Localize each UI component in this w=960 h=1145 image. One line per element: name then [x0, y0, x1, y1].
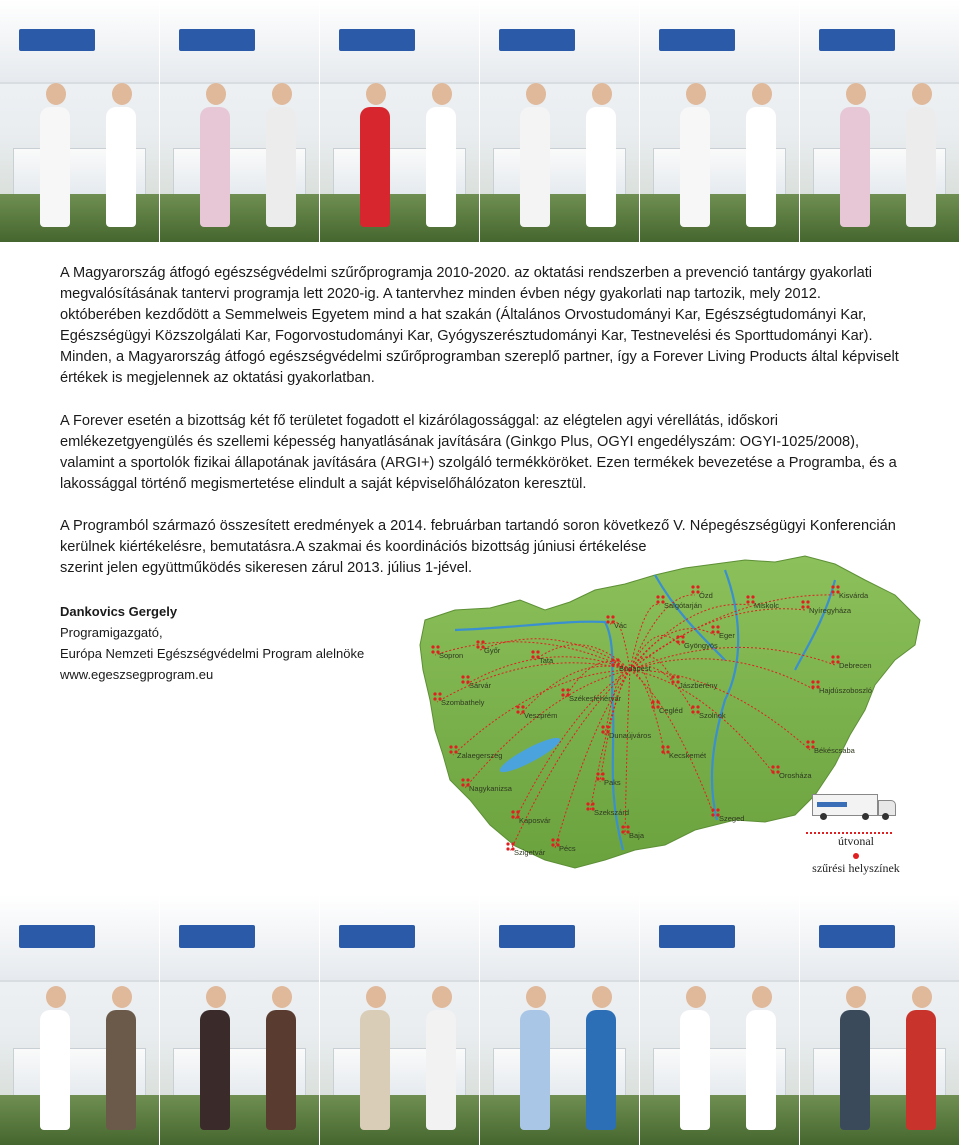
city-label: Székesfehérvár — [569, 694, 622, 703]
person-figure — [591, 986, 613, 1130]
site-dot — [461, 675, 464, 678]
site-dot — [711, 813, 714, 816]
bottom-photo-strip — [0, 895, 960, 1145]
top-photo-strip — [0, 0, 960, 242]
booth-photo — [320, 895, 480, 1145]
site-dot — [676, 675, 679, 678]
city-label: Sárvár — [469, 681, 492, 690]
city-label: Szekszárd — [594, 808, 630, 817]
person-figure — [751, 83, 773, 227]
site-dot — [691, 710, 694, 713]
city-label: Jászberény — [679, 681, 718, 690]
site-dot — [691, 705, 694, 708]
site-dot — [656, 595, 659, 598]
site-dot — [601, 725, 604, 728]
site-dot — [816, 680, 819, 683]
person-figure — [365, 986, 387, 1130]
site-dot — [831, 585, 834, 588]
site-dot — [621, 825, 624, 828]
booth-photo — [800, 0, 960, 242]
site-dot — [771, 765, 774, 768]
paragraph-intro-text: A Magyarország átfogó egészségvédelmi szűrőprogramja 2010-2020. az oktatási rendszerben a prevenció tantárgy gyakorlati megvalósításának tantervi programja lett 2020-ig. A tantervhez minden évben négy gyakorlati nap tartozik, mely 2012. októberében kezdődött a Semmelweis Egyetem mind a hat szakán (Általános Orvostudományi Kar, Egészségtudományi Kar, Egészségügyi Közszolgálati Kar, Fogorvostudományi Kar, Gyógyszerésztudományi Kar, Testnevelési és Sporttudományi Kar). Minden, a Magyarország átfogó egészségvédelmi szűrőprogramban szereplő partner, így a Forever Living Products által képviselt értékek is megjelennek az oktatási gyakorlatban. — [60, 265, 899, 386]
site-dot — [771, 770, 774, 773]
paragraph-results-text-1: A Programból származó összesített eredmények a 2014. februárban tartandó soron következő V. Népegészségügyi Konferencián kerülnek kiértékelésre, bemutatásra.A szakmai és koordinációs bizottság júniusi értékelése — [60, 518, 896, 555]
site-dot — [831, 660, 834, 663]
person-figure — [911, 986, 933, 1130]
site-dot — [811, 740, 814, 743]
site-dot — [806, 740, 809, 743]
paragraph-intro — [60, 263, 900, 389]
site-dot — [586, 807, 589, 810]
city-label: Ózd — [699, 591, 713, 600]
city-label: Miskolc — [754, 601, 780, 610]
site-dot — [651, 705, 654, 708]
city-label: Kisvárda — [839, 591, 869, 600]
site-dot — [711, 625, 714, 628]
site-dot — [831, 590, 834, 593]
site-dot — [606, 725, 609, 728]
signature-block — [60, 601, 364, 685]
site-dot — [449, 750, 452, 753]
city-label: Salgótarján — [664, 601, 702, 610]
site-dot — [676, 640, 679, 643]
city-label: Cegléd — [659, 706, 683, 715]
site-dot — [433, 692, 436, 695]
person-figure — [845, 986, 867, 1130]
signature-name: Dankovics Gergely — [60, 604, 178, 619]
site-dot — [449, 745, 452, 748]
signature-organization: Európa Nemzeti Egészségvédelmi Program alelnöke — [60, 646, 365, 661]
booth-photo — [0, 0, 160, 242]
site-dot — [611, 663, 614, 666]
city-label: Veszprém — [524, 711, 558, 720]
signature-role: Programigazgató, — [60, 625, 163, 640]
city-label: Győr — [484, 646, 501, 655]
legend-site-label: szűrési helyszínek — [812, 861, 900, 875]
paragraph-forever — [60, 411, 900, 495]
truck-icon — [812, 792, 897, 822]
site-dot — [746, 600, 749, 603]
site-dot — [454, 745, 457, 748]
booth-photo — [800, 895, 960, 1145]
person-figure — [751, 986, 773, 1130]
site-dot — [436, 645, 439, 648]
site-dot — [811, 680, 814, 683]
person-figure — [431, 83, 453, 227]
site-dot — [476, 640, 479, 643]
site-dot — [711, 630, 714, 633]
site-dot — [596, 772, 599, 775]
person-figure — [205, 986, 227, 1130]
site-dot — [606, 620, 609, 623]
person-figure — [525, 986, 547, 1130]
site-dot — [596, 777, 599, 780]
site-dot — [806, 745, 809, 748]
site-dot — [511, 815, 514, 818]
site-dot — [466, 675, 469, 678]
site-dot — [521, 705, 524, 708]
site-dot — [696, 585, 699, 588]
city-label: Baja — [629, 831, 645, 840]
person-figure — [685, 986, 707, 1130]
person-figure — [525, 83, 547, 227]
city-label: Hajdúszoboszló — [819, 686, 872, 695]
city-label: Szombathely — [441, 698, 485, 707]
person-figure — [365, 83, 387, 227]
site-dot — [601, 730, 604, 733]
site-dot — [716, 808, 719, 811]
site-dot — [536, 650, 539, 653]
site-dot — [516, 705, 519, 708]
site-dot — [511, 842, 514, 845]
site-dot — [516, 810, 519, 813]
city-label: Szeged — [719, 814, 745, 823]
site-dot — [461, 680, 464, 683]
site-dot — [676, 635, 679, 638]
site-dot — [666, 745, 669, 748]
site-dot — [431, 645, 434, 648]
site-dot — [691, 585, 694, 588]
site-dot — [611, 615, 614, 618]
site-dot — [711, 808, 714, 811]
city-label: Vác — [614, 621, 627, 630]
booth-photo — [320, 0, 480, 242]
site-dot — [836, 655, 839, 658]
site-dot — [811, 685, 814, 688]
site-dot — [626, 825, 629, 828]
site-dot — [691, 590, 694, 593]
site-dot — [561, 688, 564, 691]
site-dot — [616, 658, 619, 661]
site-dot — [696, 705, 699, 708]
booth-photo — [640, 895, 800, 1145]
site-dot — [606, 615, 609, 618]
city-label: Pécs — [559, 844, 576, 853]
city-label: Eger — [719, 631, 735, 640]
site-dot — [551, 838, 554, 841]
site-dot — [566, 688, 569, 691]
site-dot — [611, 658, 614, 661]
site-dot — [751, 595, 754, 598]
site-dot — [461, 778, 464, 781]
site-dot — [656, 700, 659, 703]
site-dot — [506, 842, 509, 845]
site-dot — [516, 710, 519, 713]
person-figure — [911, 83, 933, 227]
city-label: Dunaújváros — [609, 731, 652, 740]
site-dot — [506, 847, 509, 850]
city-label: Debrecen — [839, 661, 872, 670]
city-label: Paks — [604, 778, 621, 787]
site-dot — [591, 802, 594, 805]
site-dot — [438, 692, 441, 695]
site-dot — [801, 605, 804, 608]
city-label: Tata — [539, 656, 554, 665]
city-label: Orosháza — [779, 771, 812, 780]
map-legend — [806, 792, 906, 876]
site-dot — [431, 650, 434, 653]
city-label: Nyíregyháza — [809, 606, 852, 615]
site-dot — [601, 772, 604, 775]
signature-website: www.egeszsegprogram.eu — [60, 667, 214, 682]
paragraph-results-text-2: szerint jelen együttműködés sikeresen zárul 2013. július 1-jével. — [60, 560, 473, 576]
person-figure — [591, 83, 613, 227]
city-label: Kecskemét — [669, 751, 707, 760]
person-figure — [271, 83, 293, 227]
site-dot-swatch — [853, 853, 859, 859]
booth-photo — [480, 895, 640, 1145]
site-dot — [481, 640, 484, 643]
site-dot — [681, 635, 684, 638]
site-dot — [651, 700, 654, 703]
person-figure — [271, 986, 293, 1130]
site-dot — [671, 675, 674, 678]
city-label: Budapest — [619, 664, 651, 673]
site-dot — [531, 655, 534, 658]
site-dot — [461, 783, 464, 786]
person-figure — [111, 986, 133, 1130]
site-dot — [746, 595, 749, 598]
person-figure — [205, 83, 227, 227]
person-figure — [685, 83, 707, 227]
site-dot — [716, 625, 719, 628]
site-dot — [806, 600, 809, 603]
site-dot — [466, 778, 469, 781]
site-dot — [433, 697, 436, 700]
site-dot — [656, 600, 659, 603]
site-dot — [586, 802, 589, 805]
site-dot — [551, 843, 554, 846]
city-label: Szigetvár — [514, 848, 546, 857]
site-dot — [671, 680, 674, 683]
person-figure — [45, 83, 67, 227]
site-dot — [531, 650, 534, 653]
site-dot — [661, 745, 664, 748]
booth-photo — [480, 0, 640, 242]
paragraph-forever-text: A Forever esetén a bizottság két fő területet fogadott el kizárólagossággal: az elégtelen agyi vérellátás, időskori emlékezetgyengülés és szellemi képesség hanyatlásának javítására (Ginkgo Plus, OGYI engedélyszám: OGYI-1025/2008), valamint a sportolók fizikai állapotának javítására (ARGI+) szolgáló termékköröket. Ezen termékek bevezetése a Programba, és a lakossággal történő megismertetése elindult a saját képviselőhálózaton keresztül. — [60, 413, 897, 492]
site-dot — [831, 655, 834, 658]
site-dot — [836, 585, 839, 588]
site-dot — [556, 838, 559, 841]
person-figure — [431, 986, 453, 1130]
site-dot — [511, 810, 514, 813]
booth-photo — [640, 0, 800, 242]
city-label: Gyöngyös — [684, 641, 718, 650]
site-dot — [476, 645, 479, 648]
legend-route-label: útvonal — [838, 834, 874, 848]
booth-photo — [160, 895, 320, 1145]
city-label: Nagykanizsa — [469, 784, 512, 793]
site-dot — [801, 600, 804, 603]
site-dot — [561, 693, 564, 696]
person-figure — [111, 83, 133, 227]
city-label: Békéscsaba — [814, 746, 855, 755]
city-label: Zalaegerszeg — [457, 751, 503, 760]
site-dot — [776, 765, 779, 768]
site-dot — [621, 830, 624, 833]
person-figure — [845, 83, 867, 227]
booth-photo — [0, 895, 160, 1145]
person-figure — [45, 986, 67, 1130]
site-dot — [661, 750, 664, 753]
city-label: Kaposvár — [519, 816, 551, 825]
booth-photo — [160, 0, 320, 242]
site-dot — [661, 595, 664, 598]
city-label: Sopron — [439, 651, 464, 660]
city-label: Szolnok — [699, 711, 726, 720]
